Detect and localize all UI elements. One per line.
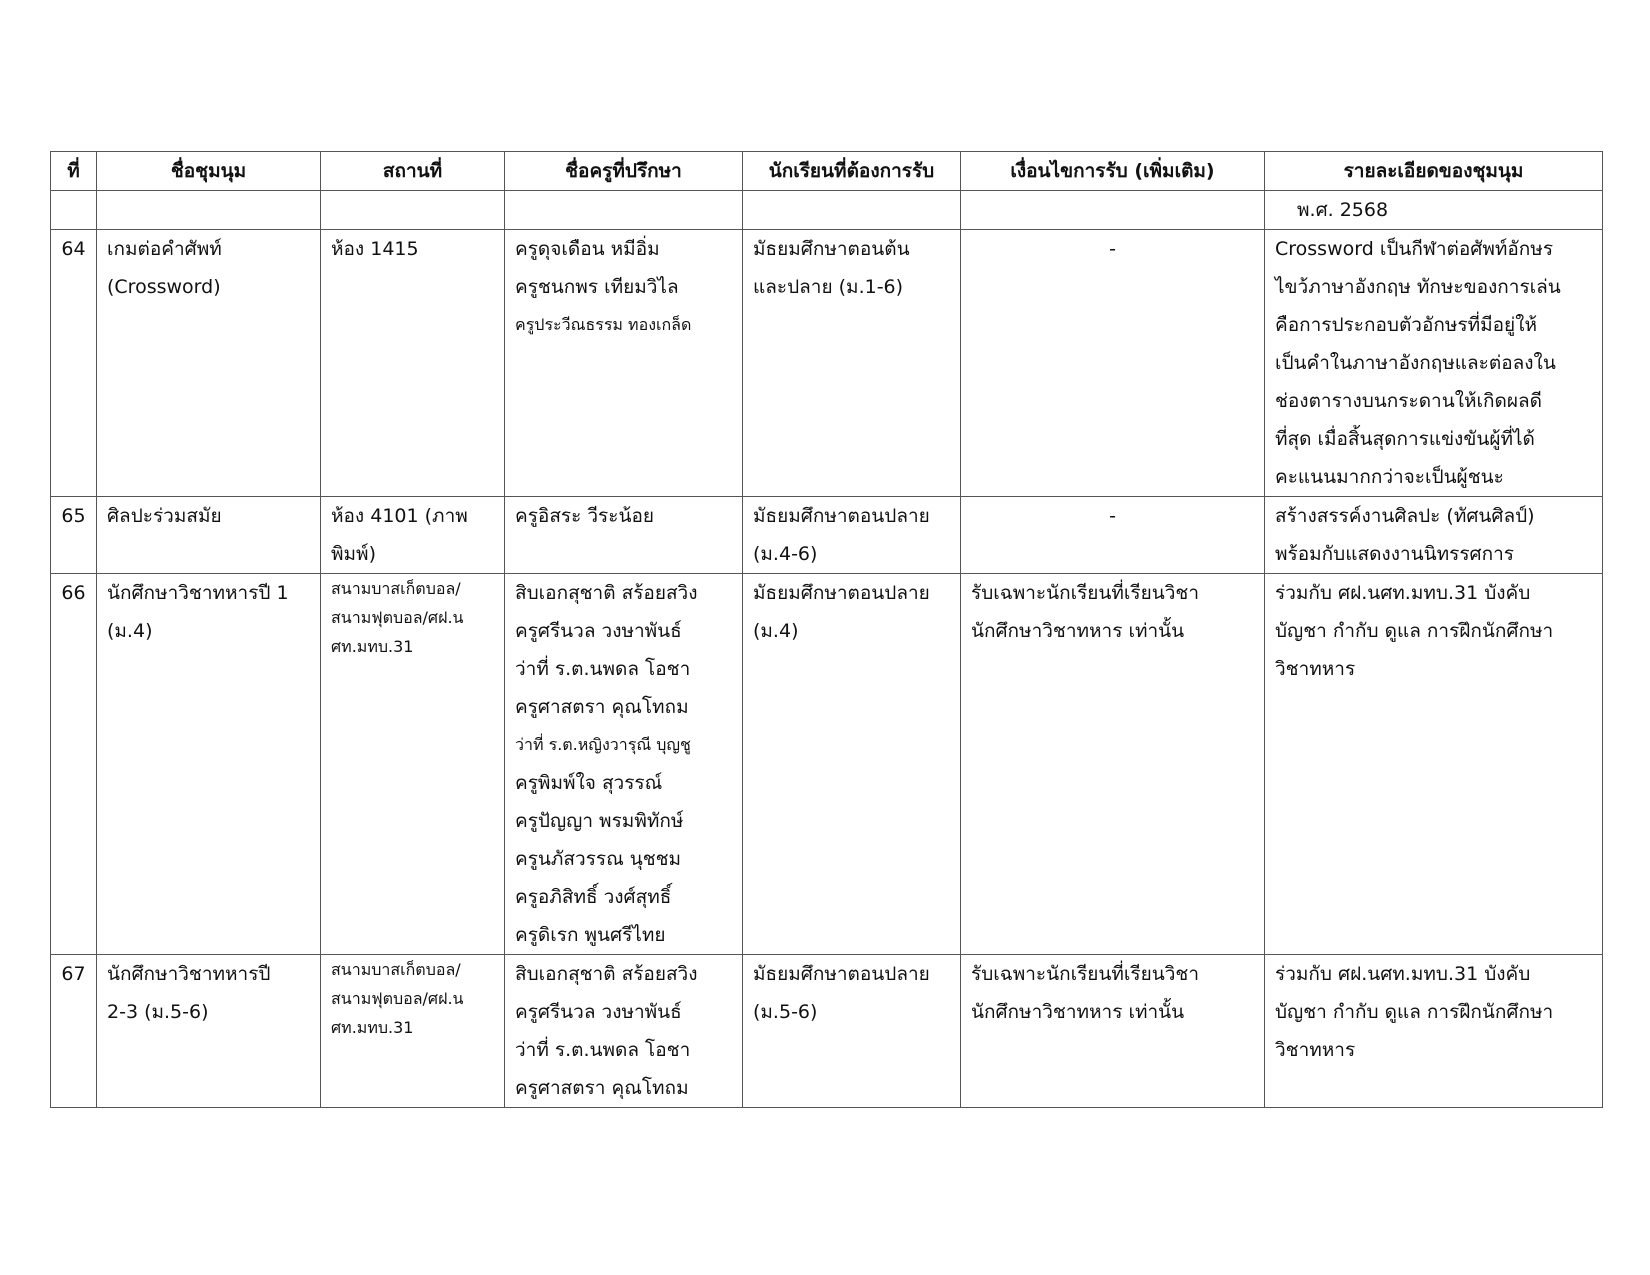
cell-details: [1265, 230, 1603, 497]
cell-advisors: [505, 230, 743, 497]
cell-details: [1265, 955, 1603, 1108]
cell: [321, 191, 505, 230]
text-line: นักศึกษาวิชาทหารปี 1: [107, 582, 289, 604]
text-line: มัธยมศึกษาตอนต้น: [753, 238, 910, 260]
table-row: [51, 230, 1603, 497]
text-line: สร้างสรรค์งานศิลปะ (ทัศนศิลป์): [1275, 505, 1535, 527]
text-line: (ม.4): [753, 620, 799, 642]
text-line: สิบเอกสุชาติ สร้อยสวิง: [515, 963, 698, 985]
cell-no: 64: [51, 230, 97, 497]
cell-no: 66: [51, 574, 97, 955]
text-line: มัธยมศึกษาตอนปลาย: [753, 505, 930, 527]
text-line: ร่วมกับ ศฝ.นศท.มทบ.31 บังคับ: [1275, 582, 1531, 604]
cell-club-name: [97, 230, 321, 497]
cell: [97, 191, 321, 230]
cell-target-students: [743, 230, 961, 497]
text-line: รับเฉพาะนักเรียนที่เรียนวิชา: [971, 963, 1199, 985]
cell-advisors: [505, 955, 743, 1108]
header-no: ที่: [51, 152, 97, 191]
text-line: ครูอิสระ วีระน้อย: [515, 505, 654, 527]
cell-venue: [321, 230, 505, 497]
cell-club-name: [97, 574, 321, 955]
text-line: ครูศรีนวล วงษาพันธ์: [515, 1001, 682, 1023]
text-line: ร่วมกับ ศฝ.นศท.มทบ.31 บังคับ: [1275, 963, 1531, 985]
cell-conditions: [961, 497, 1265, 574]
clubs-table: [50, 151, 1603, 1108]
cell: [51, 191, 97, 230]
text-line: นักศึกษาวิชาทหารปี: [107, 963, 271, 985]
cell-details: [1265, 191, 1603, 230]
text-line: สนามฟุตบอล/ศฝ.น: [331, 989, 464, 1008]
text-line: ครูดุจเดือน หมีอิ่ม: [515, 238, 660, 260]
text-line: -: [1109, 505, 1116, 527]
table-row: [51, 574, 1603, 955]
text-line: คะแนนมากกว่าจะเป็นผู้ชนะ: [1275, 466, 1504, 488]
text-line: ครูศรีนวล วงษาพันธ์: [515, 620, 682, 642]
text-line: ครูประวีณธรรม ทองเกล็ด: [515, 315, 692, 334]
text-line: เป็นคำในภาษาอังกฤษและต่อลงใน: [1275, 352, 1556, 374]
text-line: บัญชา กำกับ ดูแล การฝึกนักศึกษา: [1275, 620, 1554, 642]
cell: [961, 191, 1265, 230]
cell-no: 65: [51, 497, 97, 574]
cell-advisors: [505, 574, 743, 955]
text-line: ครูศาสตรา คุณโทถม: [515, 1077, 689, 1099]
text-line: ครูปัญญา พรมพิทักษ์: [515, 810, 684, 832]
cell-venue: [321, 574, 505, 955]
text-line: ครูนภัสวรรณ นุชชม: [515, 848, 682, 870]
text-line: สนามบาสเก็ตบอล/: [331, 960, 461, 979]
cell-venue: [321, 497, 505, 574]
text-line: และปลาย (ม.1-6): [753, 276, 904, 298]
text-line: บัญชา กำกับ ดูแล การฝึกนักศึกษา: [1275, 1001, 1554, 1023]
cell-venue: [321, 955, 505, 1108]
cell-no: 67: [51, 955, 97, 1108]
text-line: (ม.5-6): [753, 1001, 818, 1023]
text-line: นักศึกษาวิชาทหาร เท่านั้น: [971, 620, 1185, 642]
text-line: ว่าที่ ร.ต.นพดล โอชา: [515, 658, 691, 680]
text-line: วิชาทหาร: [1275, 1039, 1356, 1061]
text-line: สนามบาสเก็ตบอล/: [331, 579, 461, 598]
cell-target-students: [743, 955, 961, 1108]
table-row: [51, 955, 1603, 1108]
header-details: รายละเอียดของชุมนุม: [1265, 152, 1603, 191]
text-line: ไขว้ภาษาอังกฤษ ทักษะของการเล่น: [1275, 276, 1561, 298]
cell-details: [1265, 497, 1603, 574]
cell: [505, 191, 743, 230]
cell-target-students: [743, 497, 961, 574]
cell-advisors: [505, 497, 743, 574]
text-line: ศท.มทบ.31: [331, 1018, 414, 1037]
text-line: สนามฟุตบอล/ศฝ.น: [331, 608, 464, 627]
text-line: ห้อง 1415: [331, 238, 419, 260]
cell-details: [1265, 574, 1603, 955]
table-row: [51, 497, 1603, 574]
header-advisors: ชื่อครูที่ปรึกษา: [505, 152, 743, 191]
text-line: ครูชนกพร เทียมวิไล: [515, 276, 679, 298]
text-line: Crossword เป็นกีฬาต่อศัพท์อักษร: [1275, 238, 1554, 260]
continuation-text: พ.ศ. 2568: [1297, 199, 1389, 221]
text-line: ห้อง 4101 (ภาพ: [331, 505, 468, 527]
header-target-students: นักเรียนที่ต้องการรับ: [743, 152, 961, 191]
text-line: (Crossword): [107, 276, 221, 298]
text-line: นักศึกษาวิชาทหาร เท่านั้น: [971, 1001, 1185, 1023]
cell: [743, 191, 961, 230]
cell-conditions: [961, 230, 1265, 497]
cell-club-name: [97, 955, 321, 1108]
text-line: ครูพิมพ์ใจ สุวรรณ์: [515, 772, 663, 794]
text-line: ศท.มทบ.31: [331, 637, 414, 656]
text-line: (ม.4): [107, 620, 153, 642]
text-line: ครูดิเรก พูนศรีไทย: [515, 924, 666, 946]
text-line: คือการประกอบตัวอักษรที่มีอยู่ให้: [1275, 314, 1537, 336]
header-club-name: ชื่อชุมนุม: [97, 152, 321, 191]
table-header-row: [51, 152, 1603, 191]
text-line: มัธยมศึกษาตอนปลาย: [753, 963, 930, 985]
text-line: (ม.4-6): [753, 543, 818, 565]
header-venue: สถานที่: [321, 152, 505, 191]
text-line: 2-3 (ม.5-6): [107, 1001, 209, 1023]
text-line: -: [1109, 238, 1116, 260]
text-line: ครูศาสตรา คุณโทถม: [515, 696, 689, 718]
text-line: สิบเอกสุชาติ สร้อยสวิง: [515, 582, 698, 604]
text-line: ช่องตารางบนกระดานให้เกิดผลดี: [1275, 390, 1542, 412]
text-line: วิชาทหาร: [1275, 658, 1356, 680]
text-line: ศิลปะร่วมสมัย: [107, 505, 222, 527]
text-line: ว่าที่ ร.ต.หญิงวารุณี บุญชู: [515, 735, 691, 754]
text-line: ว่าที่ ร.ต.นพดล โอชา: [515, 1039, 691, 1061]
text-line: มัธยมศึกษาตอนปลาย: [753, 582, 930, 604]
cell-conditions: [961, 574, 1265, 955]
text-line: ครูอภิสิทธิ์ วงศ์สุทธิ์: [515, 886, 672, 908]
table-row-continuation: [51, 191, 1603, 230]
text-line: รับเฉพาะนักเรียนที่เรียนวิชา: [971, 582, 1199, 604]
cell-target-students: [743, 574, 961, 955]
header-conditions: เงื่อนไขการรับ (เพิ่มเติม): [961, 152, 1265, 191]
text-line: เกมต่อคำศัพท์: [107, 238, 222, 260]
cell-club-name: [97, 497, 321, 574]
text-line: พร้อมกับแสดงงานนิทรรศการ: [1275, 543, 1514, 565]
cell-conditions: [961, 955, 1265, 1108]
text-line: ที่สุด เมื่อสิ้นสุดการแข่งขันผู้ที่ได้: [1275, 428, 1535, 450]
text-line: พิมพ์): [331, 543, 376, 565]
